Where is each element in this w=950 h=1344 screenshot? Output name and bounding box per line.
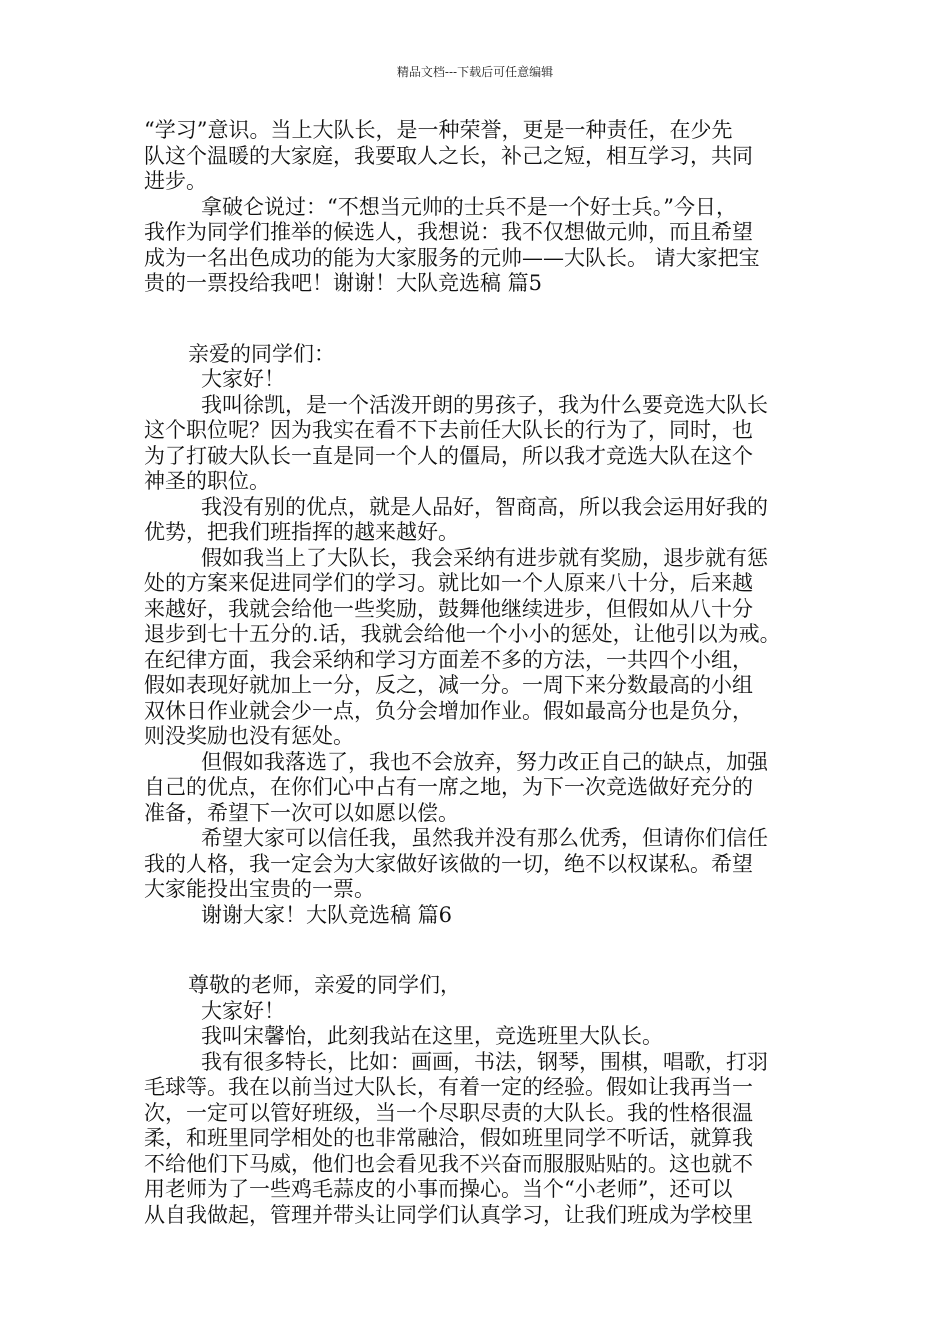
text-line: 成为一名出色成功的能为大家服务的元帅——大队长。 请大家把宝 <box>144 245 760 270</box>
text-line: 毛球等。我在以前当过大队长，有着一定的经验。假如让我再当一 <box>144 1075 753 1099</box>
text-line: 但假如我落选了，我也不会放弃，努力改正自己的缺点，加强 <box>201 749 768 774</box>
text-line: 则没奖励也没有惩处。 <box>144 724 354 748</box>
text-line: 队这个温暖的大家庭，我要取人之长，补己之短，相互学习，共同 <box>144 143 753 168</box>
text-line: 为了打破大队长一直是同一个人的僵局，所以我才竞选大队在这个 <box>144 443 753 468</box>
text-line: 退步到七十五分的.话，我就会给他一个小小的惩处，让他引以为戒。 <box>144 622 781 646</box>
text-line: 我没有别的优点，就是人品好，智商高，所以我会运用好我的 <box>201 494 768 519</box>
text-line: 我有很多特长，比如：画画，书法，钢琴，围棋，唱歌，打羽 <box>201 1049 768 1074</box>
text-line: 假如表现好就加上一分，反之，减一分。一周下来分数最高的小组 <box>144 673 753 697</box>
section-gap <box>144 928 816 973</box>
text-line: 大家能投出宝贵的一票。 <box>144 877 375 901</box>
text-line: 次，一定可以管好班级，当一个尽职尽责的大队长。我的性格很温 <box>144 1100 753 1125</box>
text-line: 假如我当上了大队长，我会采纳有进步就有奖励，退步就有惩 <box>201 545 768 570</box>
section-gap <box>144 297 816 342</box>
page-header: 精品文档---下载后可任意编辑 <box>396 65 554 79</box>
text-line: 拿破仑说过：“不想当元帅的士兵不是一个好士兵。”今日， <box>201 194 737 219</box>
text-line: 希望大家可以信任我，虽然我并没有那么优秀，但请你们信任 <box>201 826 768 850</box>
text-line: 不给他们下马威，他们也会看见我不兴奋而服服贴贴的。这也就不 <box>144 1151 753 1176</box>
greeting: 大家好！ <box>201 367 285 391</box>
text-line: 双休日作业就会少一点，负分会增加作业。假如最高分也是负分， <box>144 698 753 723</box>
text-line: 谢谢大家！大队竞选稿 篇6 <box>201 902 453 927</box>
text-line: 处的方案来促进同学们的学习。就比如一个人原来八十分，后来越 <box>144 571 753 595</box>
text-line: 我叫宋馨怡，此刻我站在这里，竞选班里大队长。 <box>201 1024 663 1048</box>
salutation: 尊敬的老师，亲爱的同学们， <box>188 973 461 997</box>
text-line: 我叫徐凯，是一个活泼开朗的男孩子，我为什么要竞选大队长 <box>201 392 768 417</box>
text-line: 在纪律方面，我会采纳和学习方面差不多的方法，一共四个小组， <box>144 647 753 672</box>
document-body <box>144 118 816 1228</box>
text-line: 我的人格，我一定会为大家做好该做的一切，绝不以权谋私。希望 <box>144 851 753 876</box>
text-line: 准备，希望下一次可以如愿以偿。 <box>144 800 459 825</box>
text-line: 来越好，我就会给他一些奖励，鼓舞他继续进步，但假如从八十分 <box>144 596 753 621</box>
text-line: 神圣的职位。 <box>144 469 270 493</box>
text-line: 柔，和班里同学相处的也非常融洽，假如班里同学不听话，就算我 <box>144 1126 753 1150</box>
text-line: 这个职位呢？因为我实在看不下去前任大队长的行为了，同时，也 <box>144 418 753 442</box>
text-line: 自己的优点，在你们心中占有一席之地，为下一次竞选做好充分的 <box>144 775 753 799</box>
text-line: 用老师为了一些鸡毛蒜皮的小事而操心。当个“小老师”，还可以 <box>144 1177 733 1201</box>
text-line: 优势，把我们班指挥的越来越好。 <box>144 520 459 544</box>
text-line: 从自我做起，管理并带头让同学们认真学习，让我们班成为学校里 <box>144 1202 753 1227</box>
text-line: “学习”意识。当上大队长，是一种荣誉，更是一种责任，在少先 <box>144 118 733 142</box>
text-line: 进步。 <box>144 169 207 193</box>
text-line: 贵的一票投给我吧！谢谢！大队竞选稿 篇5 <box>144 271 543 295</box>
salutation: 亲爱的同学们： <box>188 341 335 366</box>
text-line: 我作为同学们推举的候选人，我想说：我不仅想做元帅，而且希望 <box>144 220 753 244</box>
greeting: 大家好！ <box>201 998 285 1023</box>
